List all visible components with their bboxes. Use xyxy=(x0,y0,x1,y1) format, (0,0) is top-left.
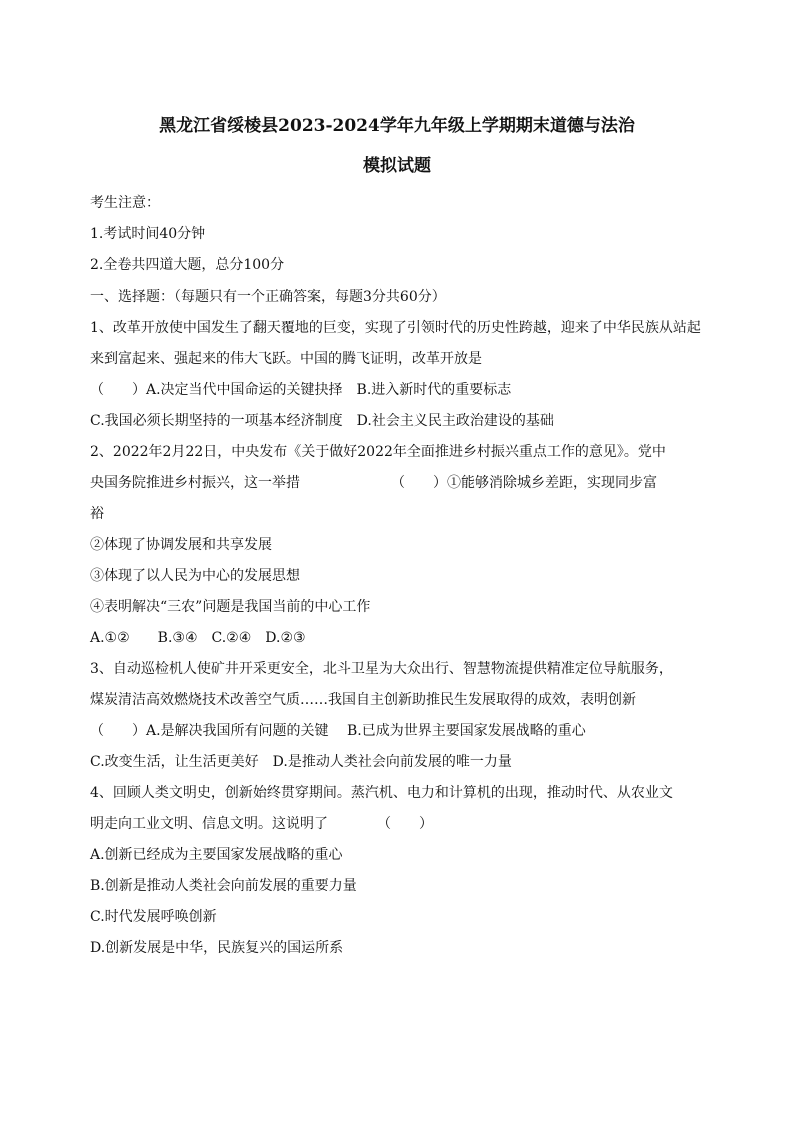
question-line: 裕 xyxy=(90,506,104,522)
question-line: 3、自动巡检机人使矿井开采更安全，北斗卫星为大众出行、智慧物流提供精准定位导航服务， xyxy=(90,661,673,677)
question-line: D.创新发展是中华，民族复兴的国运所系 xyxy=(90,940,344,956)
section-heading: 一、选择题：（每题只有一个正确答案，每题3分共60分） xyxy=(90,289,446,305)
question-line: ③体现了以人民为中心的发展思想 xyxy=(90,568,300,584)
question-line: 2、2022年2月22日，中央发布《关于做好2022年全面推进乡村振兴重点工作的意见》。党中 xyxy=(90,444,666,460)
question-line: ②体现了协调发展和共享发展 xyxy=(90,537,272,553)
question-line: 来到富起来、强起来的伟大飞跃。中国的腾飞证明，改革开放是 xyxy=(90,351,482,367)
document-subtitle: 模拟试题 xyxy=(363,156,431,176)
document-title: 黑龙江省绥棱县2023-2024学年九年级上学期期末道德与法治 xyxy=(159,116,635,136)
notice-heading: 考生注意： xyxy=(90,195,160,211)
question-line: 明走向工业文明、信息文明。这说明了 （ ） xyxy=(90,816,433,832)
question-line: （ ）A.是解决我国所有问题的关键 B.已成为世界主要国家发展战略的重心 xyxy=(90,723,586,739)
question-line: 4、回顾人类文明史，创新始终贯穿期间。蒸汽机、电力和计算机的出现，推动时代、从农业文 xyxy=(90,785,673,801)
question-line: C.时代发展呼唤创新 xyxy=(90,909,217,925)
notice-item: 2.全卷共四道大题，总分100分 xyxy=(90,257,285,273)
question-line: 煤炭清洁高效燃烧技术改善空气质……我国自主创新助推民生发展取得的成效，表明创新 xyxy=(90,692,636,708)
question-line: （ ）A.决定当代中国命运的关键抉择 B.进入新时代的重要标志 xyxy=(90,382,512,398)
question-line: A.创新已经成为主要国家发展战略的重心 xyxy=(90,847,343,863)
question-line: ④表明解决“三农”问题是我国当前的中心工作 xyxy=(90,599,371,615)
notice-item: 1.考试时间40分钟 xyxy=(90,226,206,242)
question-line: A.①② B.③④ C.②④ D.②③ xyxy=(90,630,306,646)
question-line: 央国务院推进乡村振兴，这一举措 （ ）①能够消除城乡差距，实现同步富 xyxy=(90,475,657,491)
question-line: C.改变生活，让生活更美好 D.是推动人类社会向前发展的唯一力量 xyxy=(90,754,512,770)
question-line: 1、改革开放使中国发生了翻天覆地的巨变，实现了引领时代的历史性跨越，迎来了中华民族从站起 xyxy=(90,320,701,336)
question-line: B.创新是推动人类社会向前发展的重要力量 xyxy=(90,878,357,894)
question-line: C.我国必须长期坚持的一项基本经济制度 D.社会主义民主政治建设的基础 xyxy=(90,413,554,429)
